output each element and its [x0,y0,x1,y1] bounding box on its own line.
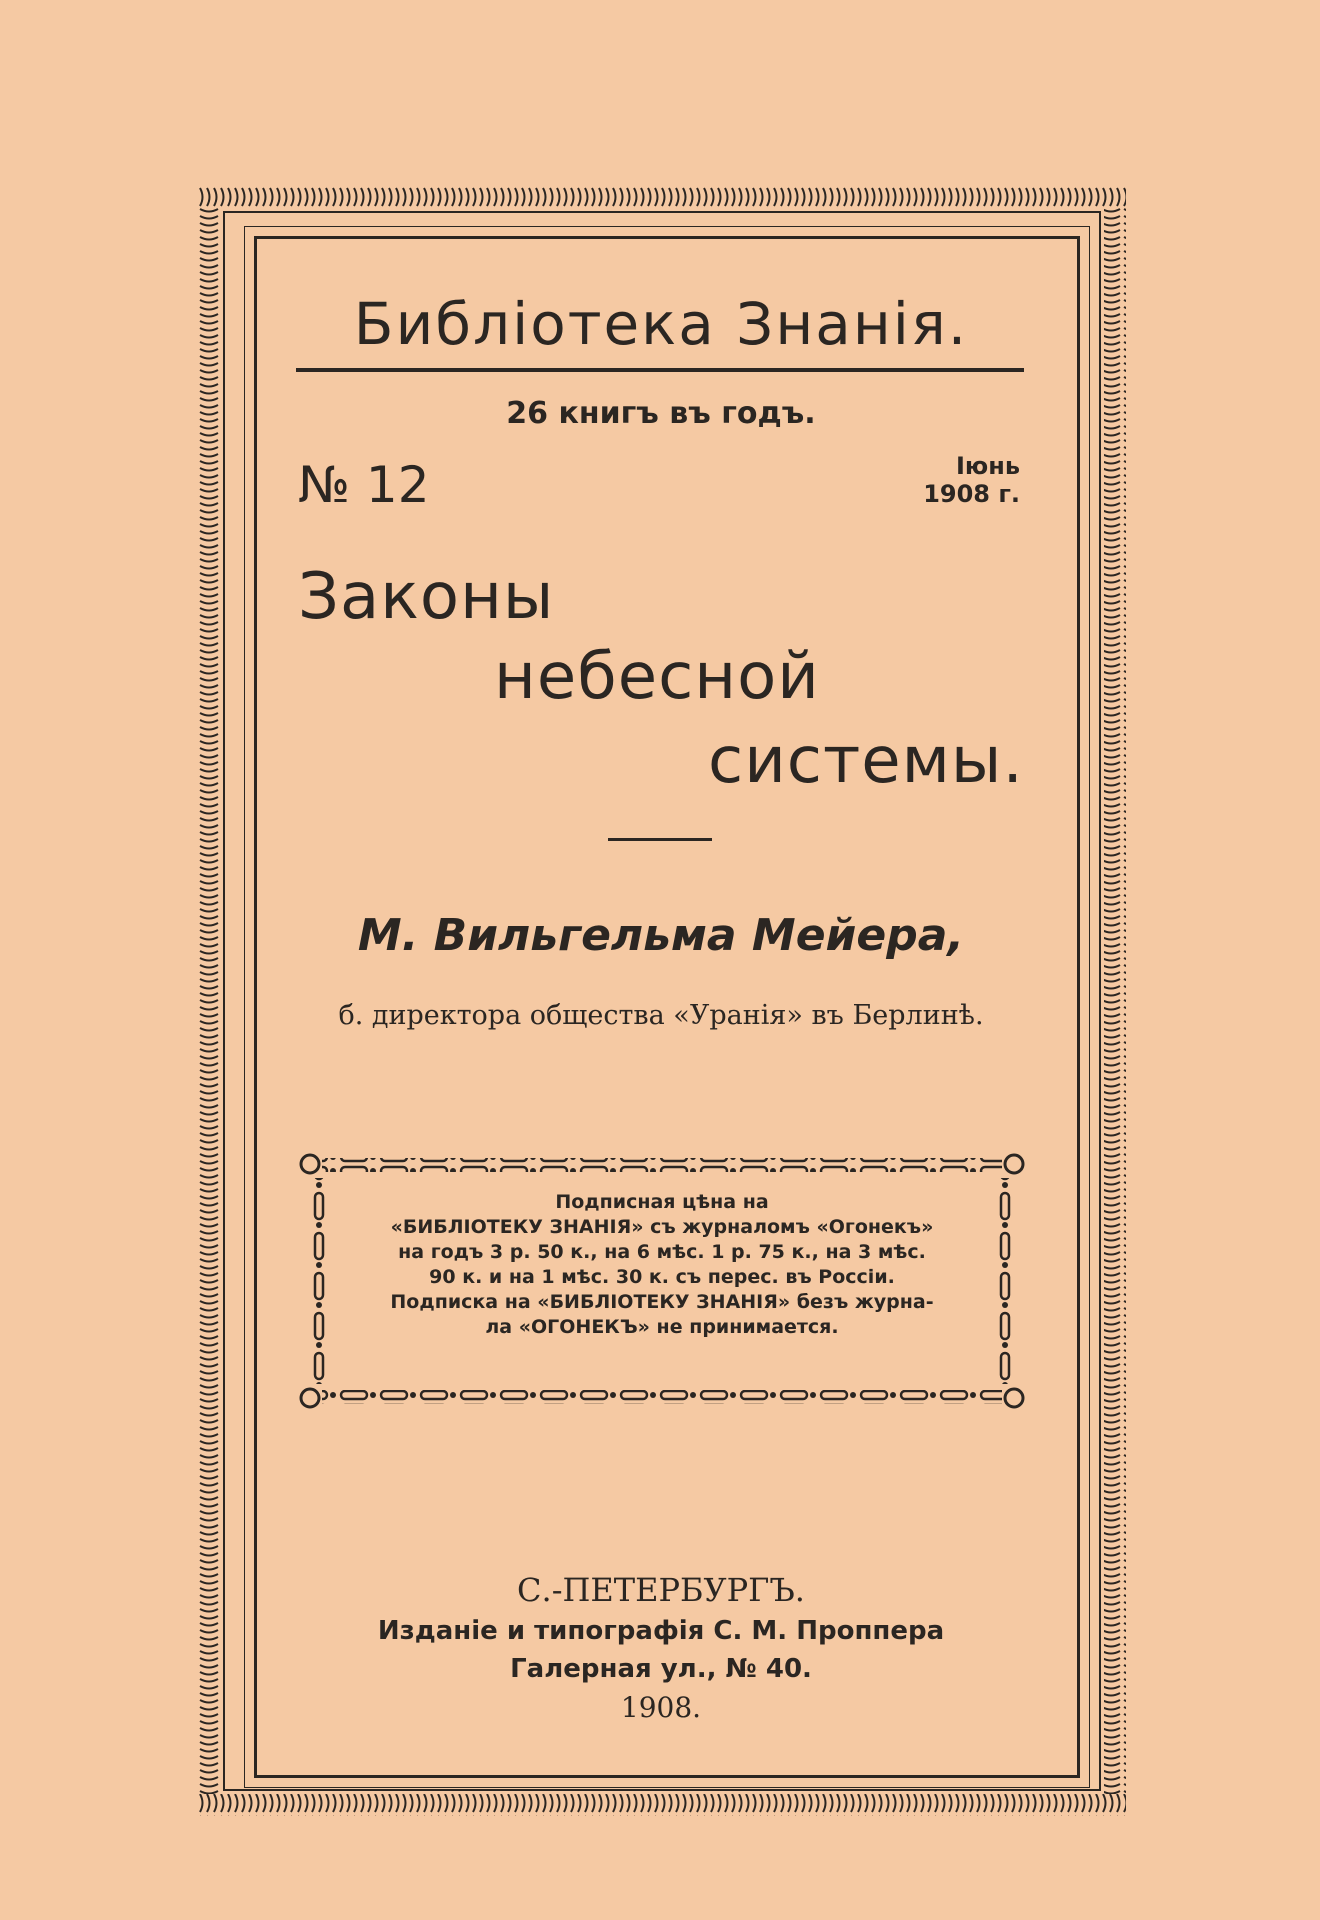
issue-month: Іюнь [955,452,1020,480]
imprint [296,1568,1026,1728]
book-title-line-1: Законы [298,560,555,634]
series-title-underline [296,368,1024,372]
notice-line: ла «ОГОНЕКЪ» не принимается. [485,1316,839,1338]
issue-date [870,452,1020,508]
notice-line: Подписная цѣна на [555,1191,769,1213]
book-title-line-3: системы. [708,724,1024,798]
series-title: Библіотека Знанія. [353,290,969,358]
title-divider [608,838,712,841]
issue-number: № 12 [298,456,430,514]
issue-year: 1908 г. [923,480,1020,508]
imprint-address: Галерная ул., № 40. [510,1654,812,1684]
imprint-year: 1908. [620,1691,702,1724]
notice-line: «БИБЛІОТЕКУ ЗНАНІЯ» съ журналомъ «Огонекъ» [390,1216,934,1238]
notice-line: 90 к. и на 1 мѣс. 30 к. съ перес. въ Россіи. [429,1266,895,1288]
notice-line: на годъ 3 р. 50 к., на 6 мѣс. 1 р. 75 к., на 3 мѣс. [398,1241,926,1263]
imprint-publisher: Изданіе и типографія С. М. Проппера [377,1616,945,1646]
subscription-notice-text [338,1190,986,1340]
series-frequency: 26 книгъ въ годъ. [506,396,816,431]
subscription-notice-box [298,1150,1026,1412]
book-title-line-2: небесной [494,640,820,714]
imprint-city: С.-ПЕТЕРБУРГЪ. [517,1571,805,1609]
author-role: б. директора общества «Уранія» въ Берлинѣ. [338,1000,984,1031]
author-name: М. Вильгельма Мейера, [357,910,965,961]
notice-line: Подписка на «БИБЛІОТЕКУ ЗНАНІЯ» безъ журна- [390,1291,934,1313]
